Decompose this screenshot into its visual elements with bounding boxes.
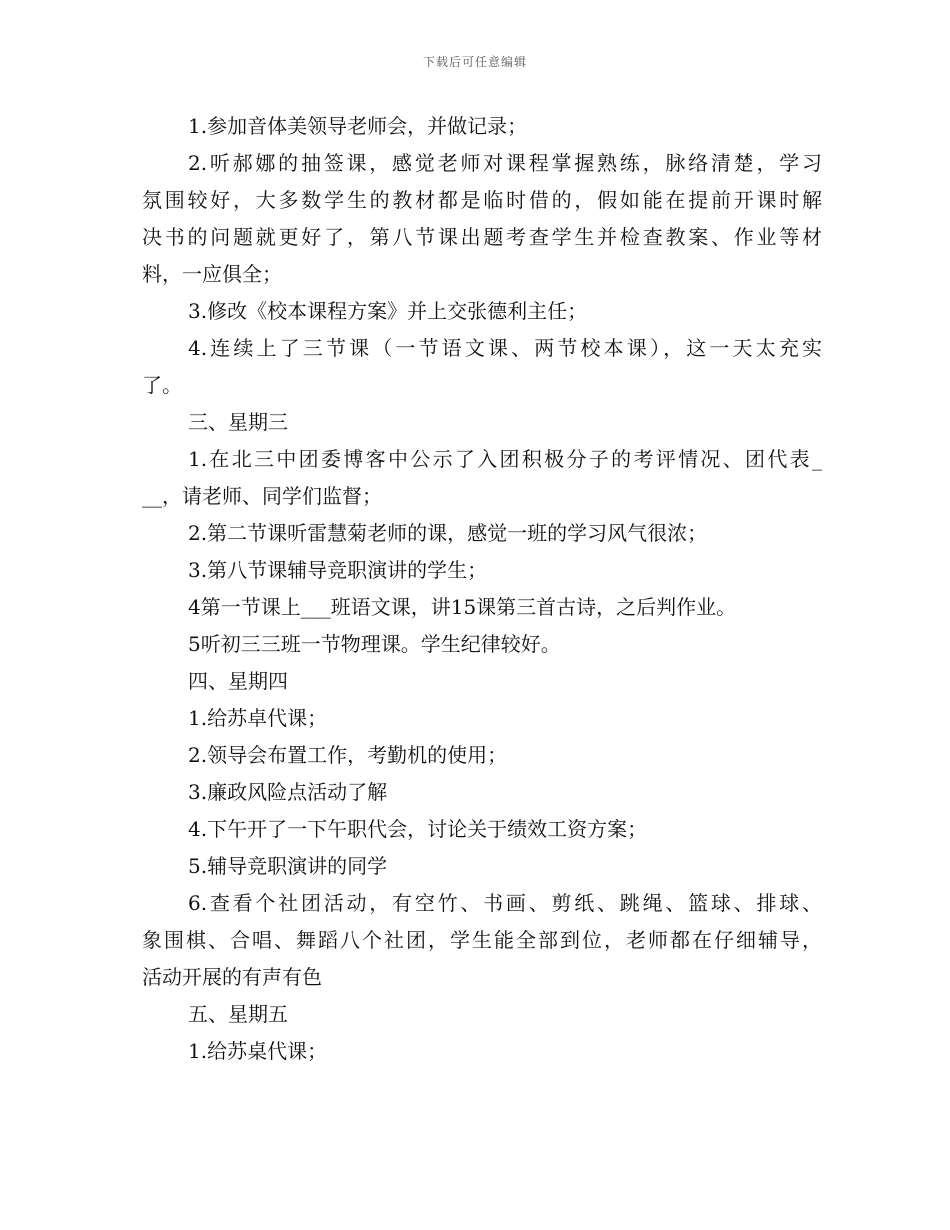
text-line: 决书的问题就更好了，第八节课出题考查学生并检查教案、作业等材 — [142, 225, 822, 249]
text-line: 4.连续上了三节课（一节语文课、两节校本课），这一天太充实 — [188, 336, 822, 360]
document-body — [142, 108, 822, 1070]
text-line: 3.廉政风险点活动了解 — [188, 780, 388, 804]
text-line: 五、星期五 — [188, 1002, 288, 1026]
text-line: 5听初三三班一节物理课。学生纪律较好。 — [188, 632, 561, 656]
text-line: 了。 — [142, 373, 182, 397]
text-line: 1.给苏卓代课； — [188, 706, 328, 730]
text-line: 象围棋、合唱、舞蹈八个社团，学生能全部到位，老师都在仔细辅导， — [142, 928, 822, 952]
text-line: 三、星期三 — [188, 410, 288, 434]
text-line: 1.给苏桌代课； — [188, 1039, 328, 1063]
text-line: 3.修改《校本课程方案》并上交张德利主任； — [188, 299, 588, 323]
text-line: 1.参加音体美领导老师会，并做记录； — [188, 114, 528, 138]
text-line: 2.听郝娜的抽签课，感觉老师对课程掌握熟练，脉络清楚，学习 — [188, 151, 822, 175]
text-line: 1.在北三中团委博客中公示了入团积极分子的考评情况、团代表_ — [188, 447, 822, 471]
text-line: 2.领导会布置工作，考勤机的使用； — [188, 743, 508, 767]
text-line: 6.查看个社团活动，有空竹、书画、剪纸、跳绳、篮球、排球、 — [188, 891, 822, 915]
text-line: 2.第二节课听雷慧菊老师的课，感觉一班的学习风气很浓； — [188, 521, 708, 545]
text-line: 氛围较好，大多数学生的教材都是临时借的，假如能在提前开课时解 — [142, 188, 822, 212]
text-line: 四、星期四 — [188, 669, 288, 693]
text-line: 3.第八节课辅导竞职演讲的学生； — [188, 558, 488, 582]
text-line: 活动开展的有声有色 — [142, 965, 322, 989]
page-header: 下载后可任意编辑 — [422, 55, 527, 69]
text-line: 5.辅导竞职演讲的同学 — [188, 854, 388, 878]
text-line: __，请老师、同学们监督； — [142, 484, 382, 508]
text-line: 料，一应俱全； — [142, 262, 282, 286]
text-line: 4第一节课上___班语文课，讲15课第三首古诗，之后判作业。 — [188, 595, 737, 619]
text-line: 4.下午开了一下午职代会，讨论关于绩效工资方案； — [188, 817, 648, 841]
